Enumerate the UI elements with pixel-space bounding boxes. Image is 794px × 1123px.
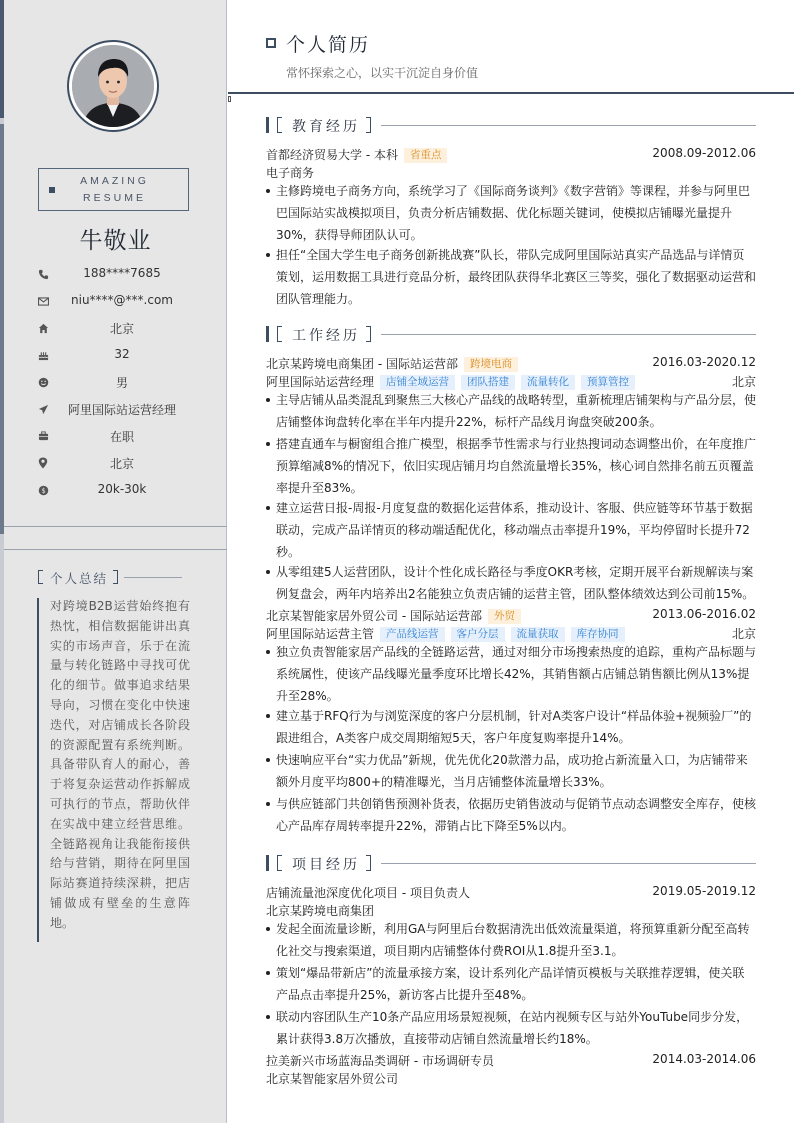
list-item-text: 发起全面流量诊断，利用GA与阿里后台数据清洗出低效流量渠道，将预算重新分配至高转化社交与搜索渠道，项目期内店铺整体付费ROI从1.8提升至3.1。 [276, 922, 750, 958]
list-item [266, 433, 756, 499]
gender-value: 男 [115, 376, 128, 390]
amazing-resume-badge [38, 168, 189, 211]
major: 电子商务 [266, 166, 315, 180]
bracket-right [366, 117, 371, 133]
email-value: niu****@***.com [71, 293, 173, 307]
project-name: 店铺流量池深度优化项目 - 项目负责人 [266, 886, 470, 900]
education-row [266, 146, 756, 163]
info-phone [4, 265, 227, 283]
job-city: 北京 [731, 627, 756, 641]
school-tag: 省重点 [404, 148, 448, 163]
list-item [266, 962, 756, 1006]
list-item [266, 389, 756, 433]
badge-line2: RESUME [83, 192, 146, 204]
age-value: 32 [114, 347, 130, 361]
list-item-text: 独立负责智能家居产品线的全链路运营，通过对细分市场搜索热度的追踪，重构产品标题与系统属性，使该产品线曝光量季度环比增长42%，其销售额占店铺总销售额比例从13%提升至28%。 [276, 645, 757, 703]
bullet-dot [266, 506, 270, 510]
project-name: 拉美新兴市场蓝海品类调研 - 市场调研专员 [266, 1054, 494, 1068]
bullet-dot [266, 442, 270, 446]
bracket-right [113, 570, 118, 584]
section-line [381, 125, 756, 126]
list-item-text: 建立运营日报-周报-月度复盘的数据化运营体系，推动设计、客服、供应链等环节基于数据联动，完成产品详情页的移动端适配优化，移动端点击率提升19%，平均停留时长提升72秒。 [276, 501, 753, 559]
list-item-text: 主导店铺从品类混乱到聚焦三大核心产品线的战略转型，重新梳理店铺架构与产品分层，使店铺整体询盘转化率在半年内提升22%，标杆产品线月询盘突破200条。 [276, 393, 757, 429]
section-work-head [266, 325, 756, 343]
section-line [381, 863, 756, 864]
bullet-dot [266, 189, 270, 193]
job-position-row [266, 625, 756, 642]
avatar [72, 45, 154, 127]
sidebar [4, 0, 227, 1123]
position-value: 阿里国际站运营经理 [67, 403, 176, 417]
main-content [228, 0, 794, 1123]
section-bar [266, 117, 269, 133]
section-title: 教育经历 [292, 119, 360, 135]
avatar-ring [67, 40, 159, 132]
info-target-city [4, 454, 227, 472]
project-date: 2019.05-2019.12 [652, 884, 756, 898]
list-item [266, 180, 756, 246]
list-item-text: 从零组建5人运营团队，设计个性化成长路径与季度OKR考核，定期开展平台新规解读与案例复盘会，两年内培养出2名能独立负责店铺的运营主管，团队整体绩效达到公司前15%。 [276, 565, 755, 601]
skill-tag: 流量转化 [521, 375, 575, 390]
skill-tag: 流量获取 [511, 627, 565, 642]
job-date: 2016.03-2020.12 [652, 355, 756, 369]
bullet-dot [266, 398, 270, 402]
section-title: 工作经历 [292, 328, 360, 344]
job-position-row [266, 373, 756, 390]
bullet-dot [266, 927, 270, 931]
header-divider [228, 92, 794, 94]
person-name: 牛敬业 [79, 228, 152, 254]
page-subtitle: 常怀探索之心，以实干沉淀自身价值 [286, 66, 479, 80]
summary-title-line [124, 577, 182, 578]
summary-title-text: 个人总结 [50, 571, 109, 586]
bracket-right [366, 326, 371, 342]
skill-tag: 库存协同 [571, 627, 625, 642]
list-item [266, 244, 756, 310]
education-date: 2008.09-2012.06 [652, 146, 756, 160]
info-age [4, 346, 227, 364]
list-item [266, 641, 756, 707]
education-major-row [266, 164, 756, 181]
section-education-head [266, 116, 756, 134]
info-position [4, 400, 227, 418]
job-city: 北京 [731, 375, 756, 389]
project-row [266, 884, 756, 901]
skill-tag: 预算管控 [581, 375, 635, 390]
summary-text: 对跨境B2B运营始终抱有热忱，相信数据能讲出真实的市场声音，乐于在流量与转化链路中寻找可优化的细节。做事追求结果导向，习惯在变化中快速迭代，对店铺成长各阶段的资源配置有系统判断。具备带队育人的耐心，善于将复杂运营动作拆解成可执行的节点，帮助伙伴在实战中建立经营思维。全链路视角让我能衔接供给与营销，期待在阿里国际站赛道持续深耕，把店铺做成有壁垒的生意阵地。 [50, 599, 190, 930]
header-square [266, 38, 276, 48]
list-item-text: 联动内容团队生产10条产品应用场景短视频，在站内视频专区与站外YouTube同步分发，累计获得3.8万次播放，直接带动店铺自然流量增长约18%。 [276, 1010, 749, 1046]
project-org-row [266, 1070, 756, 1087]
list-item-text: 快速响应平台“实力优品”新规，优先优化20款潜力品，成功抢占新流量入口，为店铺带来额外月度平均800+的精准曝光，当月店铺整体流量增长33%。 [276, 753, 748, 789]
status-value: 在职 [109, 430, 134, 444]
job-company-row [266, 355, 756, 372]
bullet-dot [266, 714, 270, 718]
bracket-left [38, 570, 43, 584]
section-bar [266, 855, 269, 871]
bracket-right [366, 855, 371, 871]
info-status [4, 427, 227, 445]
target-city-value: 北京 [109, 457, 134, 471]
project-date: 2014.03-2014.06 [652, 1052, 756, 1066]
skill-tag: 店铺全域运营 [380, 375, 455, 390]
section-line [381, 334, 756, 335]
list-item [266, 749, 756, 793]
company-name: 北京某智能家居外贸公司 - 国际站运营部 [266, 609, 482, 623]
info-gender [4, 373, 227, 391]
list-item-text: 担任“全国大学生电子商务创新挑战赛”队长，带队完成阿里国际站真实产品选品与详情页策划，运用数据工具进行竞品分析，最终团队获得华北赛区三等奖，强化了数据驱动运营和团队管理能力。 [276, 248, 757, 306]
section-title: 项目经历 [292, 857, 360, 873]
svg-text:$: $ [40, 486, 46, 495]
school-name: 首都经济贸易大学 - 本科 [266, 148, 398, 162]
bracket-left [277, 326, 282, 342]
list-item-text: 主修跨境电子商务方向，系统学习了《国际商务谈判》《数字营销》等课程，并参与阿里巴巴国际站实战模拟项目，负责分析店铺数据、优化标题关键词，使模拟店铺曝光量提升30%，获得导师团队认可。 [276, 184, 751, 242]
bullet-dot [266, 253, 270, 257]
bullet-dot [266, 570, 270, 574]
salary-value: 20k-30k [97, 482, 147, 496]
badge-line1: AMAZING [80, 175, 149, 187]
info-salary [4, 481, 227, 499]
job-date: 2013.06-2016.02 [652, 607, 756, 621]
bracket-left [277, 855, 282, 871]
list-item [266, 561, 756, 605]
bullet-dot [266, 1015, 270, 1019]
list-item-text: 策划“爆品带新店”的流量承接方案，设计系列化产品详情页模板与关联推荐逻辑，使关联产品点击率提升25%，新访客占比提升至48%。 [276, 966, 745, 1002]
phone-value: 188****7685 [83, 266, 161, 280]
sidebar-divider-2 [4, 549, 227, 550]
info-email [4, 292, 227, 310]
skill-tag: 产品线运营 [380, 627, 445, 642]
bracket-left [277, 117, 282, 133]
project-row [266, 1052, 756, 1069]
skill-tag: 客户分层 [451, 627, 505, 642]
list-item [266, 705, 756, 749]
job-position: 阿里国际站运营经理 [266, 375, 375, 389]
list-item [266, 497, 756, 563]
header-mini-mark [228, 96, 231, 102]
list-item-text: 建立基于RFQ行为与浏览深度的客户分层机制，针对A类客户设计“样品体验+视频验厂”的跟进组合，A类客户成交周期缩短5天，客户年度复购率提升14%。 [276, 709, 752, 745]
job-position: 阿里国际站运营主管 [266, 627, 375, 641]
list-item [266, 918, 756, 962]
project-org-row [266, 902, 756, 919]
section-projects-head [266, 854, 756, 872]
job-company-row [266, 607, 756, 624]
company-tag: 外贸 [488, 609, 521, 624]
section-bar [266, 326, 269, 342]
company-name: 北京某跨境电商集团 - 国际站运营部 [266, 357, 458, 371]
bullet-dot [266, 650, 270, 654]
info-location [4, 319, 227, 337]
sidebar-divider-1 [4, 526, 227, 527]
skill-tag: 团队搭建 [461, 375, 515, 390]
list-item-text: 搭建直通车与橱窗组合推广模型，根据季节性需求与行业热搜词动态调整出价，在年度推广预算缩减8%的情况下，依旧实现店铺月均自然流量增长35%，核心词自然排名前五页覆盖率提升至83%。 [276, 437, 757, 495]
summary-title [38, 569, 198, 585]
company-tag: 跨境电商 [464, 357, 518, 372]
list-item [266, 793, 756, 837]
project-org: 北京某智能家居外贸公司 [266, 1072, 399, 1086]
bullet-dot [266, 971, 270, 975]
project-org: 北京某跨境电商集团 [266, 904, 375, 918]
bullet-dot [266, 802, 270, 806]
bullet-dot [266, 758, 270, 762]
summary-bar [37, 598, 39, 942]
avatar-photo [72, 45, 154, 127]
list-item-text: 与供应链部门共创销售预测补货表，依据历史销售波动与促销节点动态调整安全库存，使核心产品库存周转率提升22%，滞销占比下降至5%以内。 [276, 797, 757, 833]
list-item [266, 1006, 756, 1050]
location-value: 北京 [109, 322, 134, 336]
page-title: 个人简历 [286, 34, 371, 56]
